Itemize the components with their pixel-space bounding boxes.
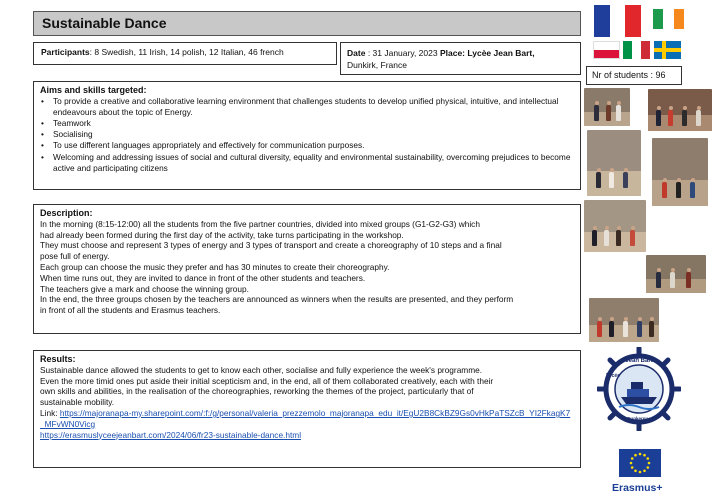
results-heading: Results:: [40, 354, 76, 364]
link-label: Link:: [40, 407, 60, 418]
place-label: Place: Lycèe Jean Bart,: [439, 48, 535, 58]
description-line: The teachers give a mark and choose the winning group.: [40, 283, 249, 294]
page-title: Sustainable Dance: [42, 15, 167, 31]
eu-star-icon: [643, 469, 646, 472]
date-label: Date: [347, 48, 366, 58]
place-value: Dunkirk, France: [347, 60, 407, 70]
description-line: In the end, the three groups chosen by the teachers are announced as winners when the results are presented, and they perform: [40, 294, 514, 305]
description-line: In the morning (8:15-12:00) all the students from the five partner countries, divided into mixed groups (G1-G2-G3) which: [40, 218, 480, 229]
dance-photo-5: [584, 200, 646, 252]
list-item: • Teamwork: [40, 118, 574, 129]
emblem-text-bottom: Dunkerque: [627, 416, 651, 421]
results-links: [40, 408, 574, 430]
sweden-flag-icon: [654, 41, 681, 59]
list-item: • Welcoming and addressing issues of social and cultural diversity, equality and environmental sustainability, overcoming prejudices to become active and participating citizens: [40, 152, 574, 174]
date-place-box: [340, 42, 581, 75]
dance-photo-1: [584, 88, 630, 126]
results-line: own skills and abilities, in the realisation of the choreographies, reworking the themes of the project, particularly that of: [40, 386, 474, 397]
sharepoint-link[interactable]: https://majoranapa-my.sharepoint.com/:f:/g/personal/valeria_prezzemolo_majoranapa_edu_it/EgU2B8CkBZ9Gs0vHkPaTSZcB_YI2FkagK7_MFvWN0Vicg: [40, 407, 571, 429]
aims-list: [40, 96, 574, 174]
dance-photo-4: [652, 138, 708, 206]
dance-photo-3: [587, 130, 641, 196]
participants-label: Participants: [41, 47, 90, 57]
title-bar: [33, 11, 581, 36]
list-item: • To provide a creative and collaborative learning environment that challenges students to develop unified physical, intuitive, and intellectual endeavours about the topic of Energy.: [40, 96, 574, 118]
eu-star-icon: [631, 457, 634, 460]
eu-flag-icon: [619, 449, 661, 477]
description-line: Each group can choose the music they prefer and has 30 minutes to create their choreography.: [40, 261, 390, 272]
description-line: had already been formed during the first day of the activity, take turns participating in the workshop.: [40, 229, 404, 240]
eu-star-icon: [639, 471, 642, 474]
eu-star-icon: [646, 457, 649, 460]
emblem-text-top: Jean Bart: [625, 358, 653, 364]
eu-star-icon: [646, 466, 649, 469]
description-line: pose full of energy.: [40, 251, 110, 262]
erasmus-logo: Erasmus+: [612, 482, 663, 494]
emblem-text-left: Lycée: [606, 373, 620, 379]
description-box: [33, 204, 581, 334]
list-item: • Socialising: [40, 129, 574, 140]
results-line: sustainable mobility.: [40, 397, 115, 408]
date-value: : 31 January, 2023: [367, 48, 438, 58]
dance-photo-2: [648, 89, 712, 131]
results-line: Sustainable dance allowed the students to get to know each other, socialise and fully experience the week's programme.: [40, 364, 483, 375]
school-emblem-icon: [597, 347, 681, 431]
participants-value: : 8 Swedish, 11 Irish, 14 polish, 12 Italian, 46 french: [89, 47, 284, 57]
description-line: When time runs out, they are invited to dance in front of the other students and teachers.: [40, 272, 366, 283]
dance-photo-6: [646, 255, 706, 293]
poland-flag-icon: [593, 41, 620, 59]
description-line: They must choose and represent 3 types of energy and 3 types of transport and create a choreography of 10 steps and a final: [40, 240, 502, 251]
description-line: in front of all the students and Erasmus teachers.: [40, 305, 221, 316]
eu-star-icon: [634, 454, 637, 457]
ireland-flag-icon: [653, 9, 684, 29]
description-heading: Description:: [40, 208, 93, 218]
website-link[interactable]: https://erasmuslyceejeanbart.com/2024/06/fr23-sustainable-dance.html: [40, 429, 302, 440]
italy-flag-icon: [623, 41, 650, 59]
france-flag-icon: [594, 5, 641, 37]
results-line: Even the more timid ones put aside their initial scepticism and, in the end, all of them collaborated creatively, each with their: [40, 375, 494, 386]
students-count: Nr of students : 96: [586, 66, 682, 85]
eu-star-icon: [631, 466, 634, 469]
eu-star-icon: [648, 462, 651, 465]
dance-photo-7: [589, 298, 659, 342]
results-box: [33, 350, 581, 468]
eu-star-icon: [643, 454, 646, 457]
eu-star-icon: [634, 469, 637, 472]
participants-box: [33, 42, 337, 65]
list-item: • To use different languages appropriately and effectively for communication purposes.: [40, 140, 574, 151]
aims-heading: Aims and skills targeted:: [40, 85, 147, 95]
aims-box: [33, 81, 581, 190]
eu-star-icon: [639, 453, 642, 456]
eu-star-icon: [630, 462, 633, 465]
